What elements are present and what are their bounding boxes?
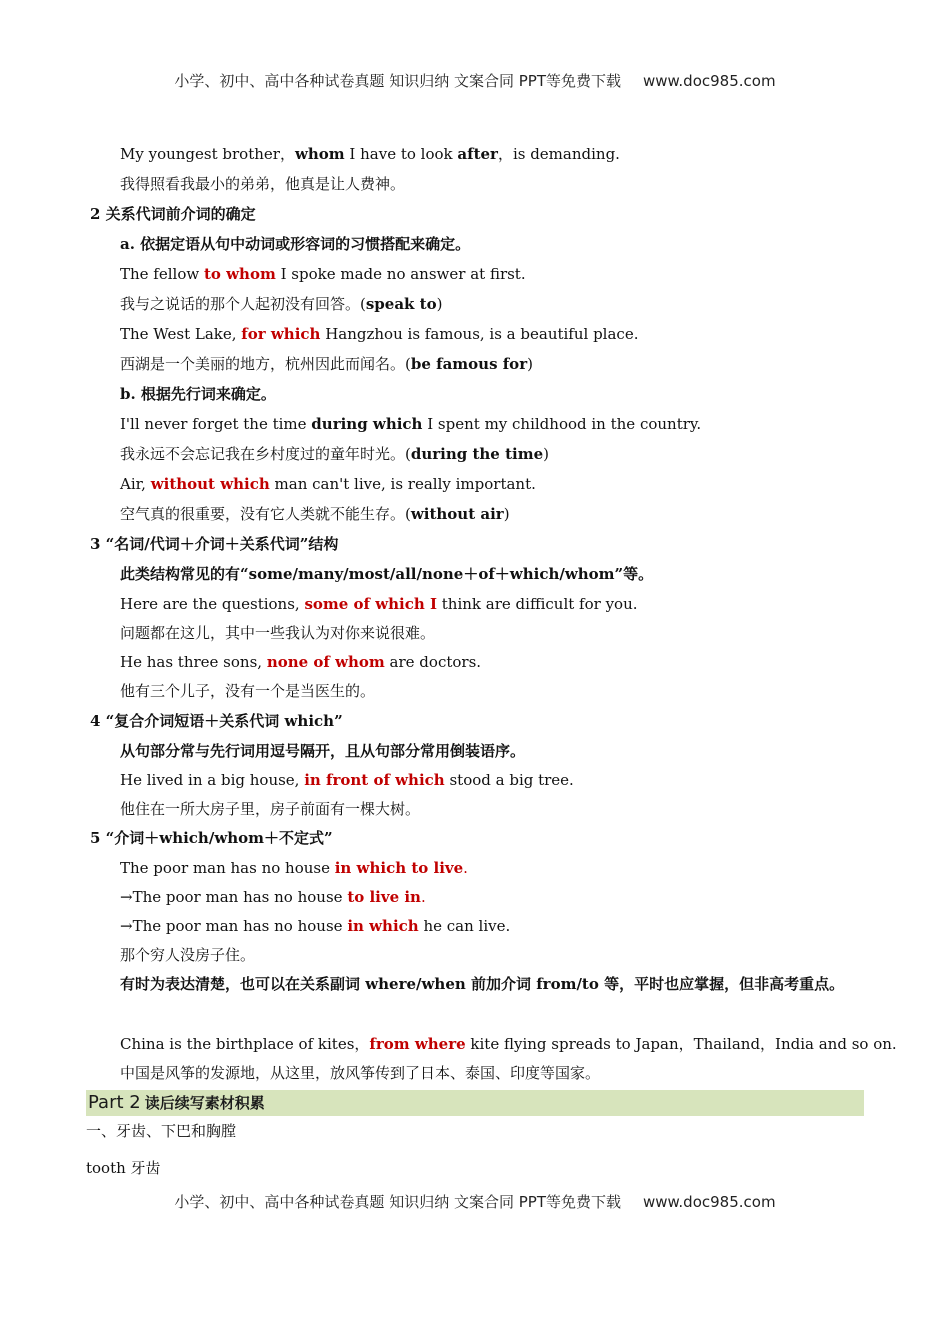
translation (120, 354, 533, 374)
text-run: He lived in a big house, (120, 771, 305, 789)
translation (120, 504, 510, 524)
text-run: man can't live, is really important. (269, 475, 536, 493)
text-run: The West Lake, (120, 325, 242, 343)
example-sentence (120, 144, 620, 164)
example-sentence (120, 594, 638, 614)
example-sentence (120, 652, 481, 672)
text-run: ) (436, 295, 443, 313)
section-heading-2: 2 关系代词前介词的确定 (90, 205, 256, 223)
text-run: →The poor man has no house (120, 888, 348, 906)
page-footer (0, 1191, 950, 1212)
translation (120, 294, 442, 314)
highlight-run: none of whom (266, 653, 385, 671)
example-sentence (120, 1034, 897, 1054)
text-run: he can live. (418, 917, 511, 935)
text-run: . (420, 888, 426, 906)
translation: 他有三个儿子，没有一个是当医生的。 (120, 682, 376, 700)
text-run: The fellow (120, 265, 204, 283)
part-label: Part 2 (88, 1092, 141, 1113)
text-run: ) (527, 355, 533, 373)
example-sentence (120, 916, 510, 936)
text-run: ，is demanding. (497, 145, 620, 163)
text-run: He has three sons, (120, 653, 267, 671)
example-sentence (120, 887, 426, 907)
header-text: 小学、初中、高中各种试卷真题 知识归纳 文案合同 PPT等免费下载 (174, 72, 621, 90)
text-run: Air, (120, 475, 151, 493)
text-run: I spoke made no answer at first. (275, 265, 526, 283)
rule-note: 从句部分常与先行词用逗号隔开，且从句部分常用倒装语序。 (120, 742, 526, 760)
highlight-run: in which (347, 917, 419, 935)
translation: 那个穷人没房子住。 (120, 946, 256, 964)
text-run: I spent my childhood in the country. (422, 415, 702, 433)
note-paragraph: 有时为表达清楚，也可以在关系副词 where/when 前加介词 from/to 等，平时也应掌握，但非高考重点。 (120, 975, 845, 993)
text-run: 空气真的很重要，没有它人类就不能生存。( (120, 505, 411, 523)
footer-text: 小学、初中、高中各种试卷真题 知识归纳 文案合同 PPT等免费下载 (174, 1193, 621, 1211)
example-sentence (120, 264, 526, 284)
bold-run: after (457, 145, 498, 163)
text-run: The poor man has no house (120, 859, 335, 877)
highlight-run: from where (369, 1035, 466, 1053)
bold-run: during which (311, 415, 423, 433)
text-run: China is the birthplace of kites， (120, 1035, 370, 1053)
highlight-run: in which to live (334, 859, 464, 877)
translation: 我得照看我最小的弟弟，他真是让人费神。 (120, 175, 406, 193)
example-sentence (120, 414, 701, 434)
header-url[interactable]: www.doc985.com (642, 72, 776, 90)
subsection-heading: 一、牙齿、下巴和胸膛 (86, 1122, 237, 1140)
rule-note: 此类结构常见的有“some/many/most/all/none＋of＋which/whom”等。 (120, 565, 654, 583)
text-run: 西湖是一个美丽的地方，杭州因此而闻名。( (120, 355, 411, 373)
rule-b: b. 根据先行词来确定。 (120, 385, 276, 403)
page-header (0, 70, 950, 91)
highlight-run: to live in (347, 888, 421, 906)
translation: 中国是风筝的发源地，从这里，放风筝传到了日本、泰国、印度等国家。 (120, 1064, 601, 1082)
section-heading-4: 4 “复合介词短语＋关系代词 which” (90, 712, 343, 730)
part-subtitle: 读后续写素材积累 (144, 1094, 265, 1112)
translation: 问题都在这儿，其中一些我认为对你来说很难。 (120, 624, 436, 642)
text-run: . (463, 859, 468, 877)
translation: 他住在一所大房子里，房子前面有一棵大树。 (120, 800, 421, 818)
footer-url[interactable]: www.doc985.com (642, 1193, 776, 1211)
bold-run: whom (294, 145, 345, 163)
text-run: My youngest brother， (120, 145, 295, 163)
text-run: stood a big tree. (444, 771, 574, 789)
highlight-run: for which (241, 325, 321, 343)
example-sentence (120, 324, 638, 344)
vocab-item: tooth 牙齿 (86, 1159, 161, 1177)
highlight-run: to whom (203, 265, 276, 283)
text-run: I'll never forget the time (120, 415, 312, 433)
rule-a: a. 依据定语从句中动词或形容词的习惯搭配来确定。 (120, 235, 471, 253)
text-run: Hangzhou is famous, is a beautiful place. (320, 325, 639, 343)
text-run: Here are the questions, (120, 595, 305, 613)
section-heading-5: 5 “介词＋which/whom＋不定式” (90, 829, 333, 847)
text-run: are doctors. (384, 653, 482, 671)
example-sentence (120, 770, 574, 790)
text-run: ) (503, 505, 510, 523)
example-sentence (120, 474, 536, 494)
highlight-run: some of which I (304, 595, 438, 613)
bold-run: without air (410, 505, 504, 523)
highlight-run: without which (150, 475, 270, 493)
text-run: I have to look (344, 145, 458, 163)
bold-run: during the time (410, 445, 544, 463)
bold-run: be famous for (410, 355, 528, 373)
text-run: ) (543, 445, 549, 463)
bold-run: speak to (365, 295, 437, 313)
part-2-heading (86, 1090, 864, 1116)
example-sentence (120, 858, 468, 878)
text-run: kite flying spreads to Japan，Thailand，India and so on. (465, 1035, 897, 1053)
text-run: 我永远不会忘记我在乡村度过的童年时光。( (120, 445, 411, 463)
text-run: 我与之说话的那个人起初没有回答。( (120, 295, 366, 313)
section-heading-3: 3 “名词/代词＋介词＋关系代词”结构 (90, 535, 339, 553)
text-run: →The poor man has no house (120, 917, 348, 935)
translation (120, 444, 549, 464)
text-run: think are difficult for you. (437, 595, 638, 613)
highlight-run: in front of which (304, 771, 445, 789)
